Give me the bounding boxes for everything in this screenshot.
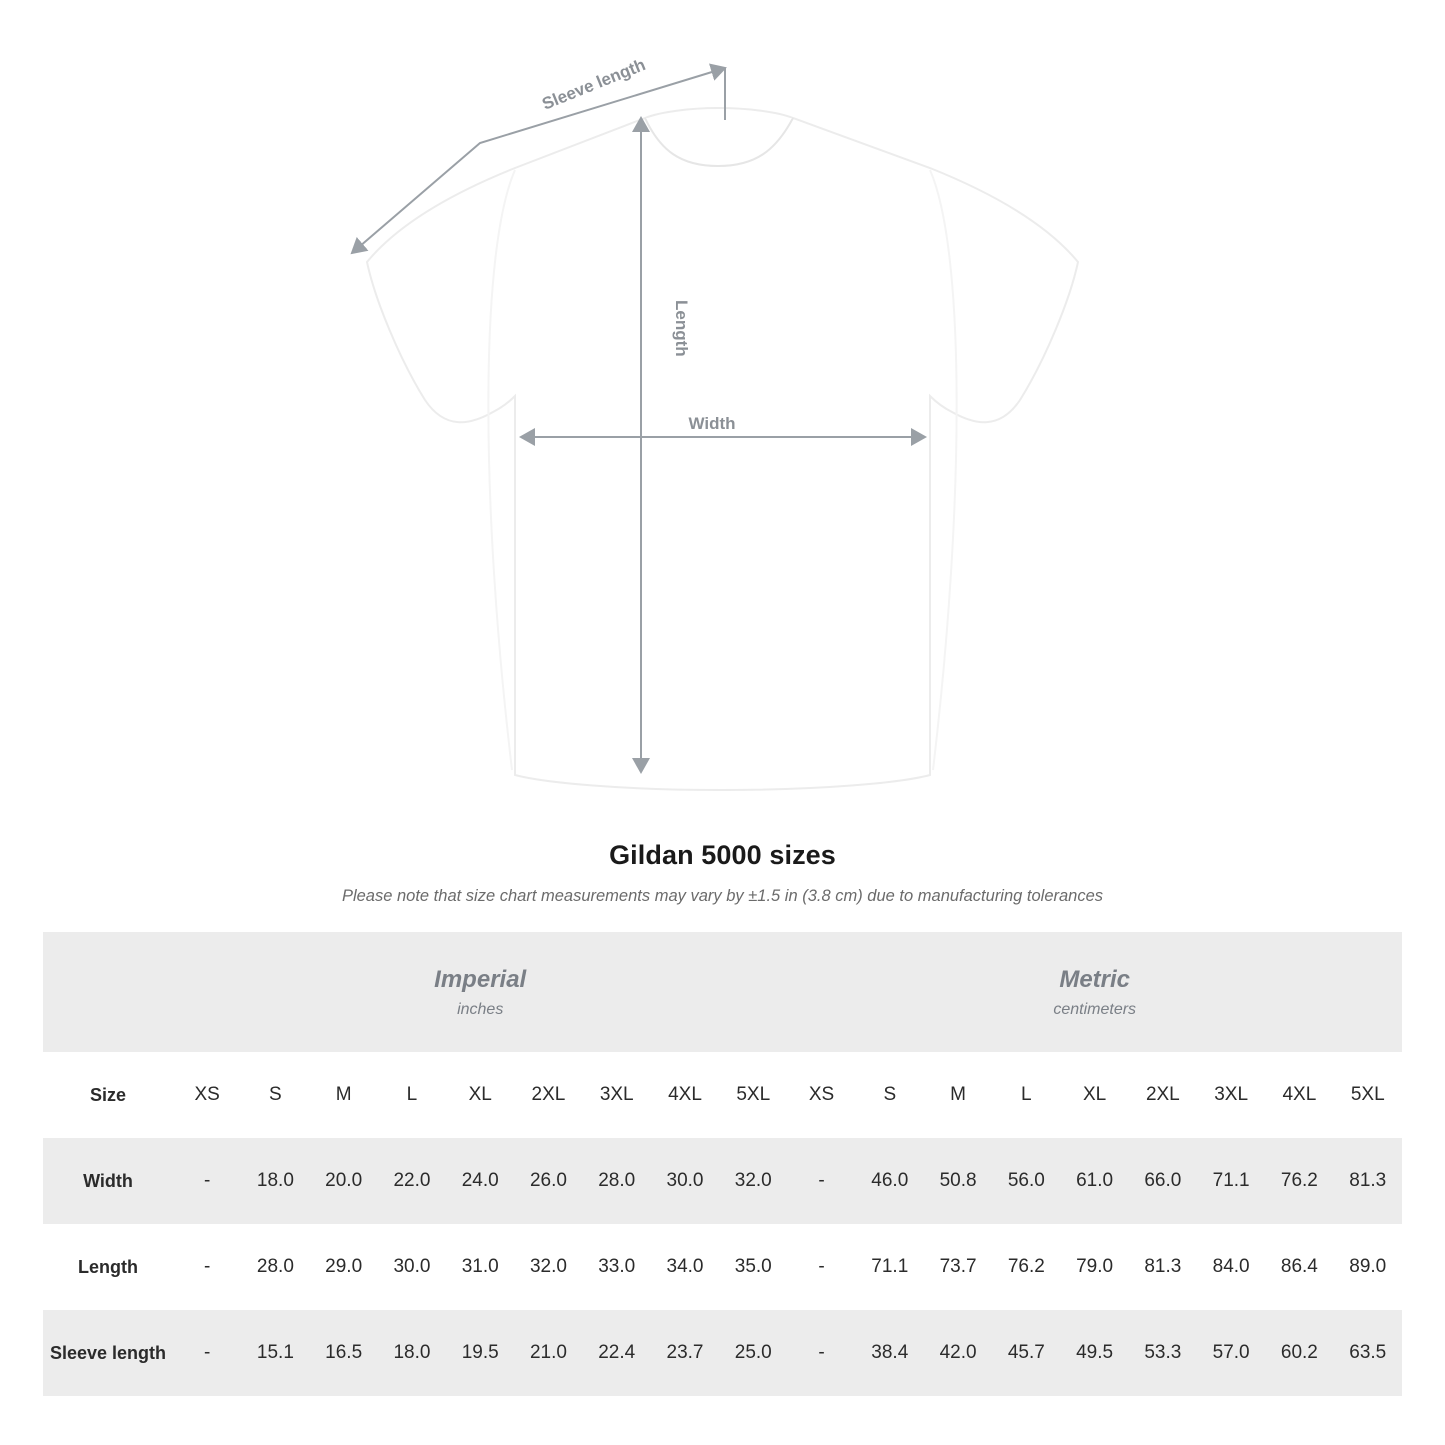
length-imperial-5xl: 35.0 — [719, 1224, 787, 1310]
size-imperial-l: L — [378, 1052, 446, 1138]
sleeve-metric-m: 42.0 — [924, 1310, 992, 1396]
width-label: Width — [688, 414, 736, 433]
row-label-width: Width — [43, 1138, 173, 1224]
length-imperial-l: 30.0 — [378, 1224, 446, 1310]
length-metric-xs: - — [787, 1224, 855, 1310]
size-metric-2xl: 2XL — [1129, 1052, 1197, 1138]
width-imperial-2xl: 26.0 — [514, 1138, 582, 1224]
length-metric-3xl: 84.0 — [1197, 1224, 1265, 1310]
sleeve-imperial-3xl: 22.4 — [583, 1310, 651, 1396]
size-metric-m: M — [924, 1052, 992, 1138]
size-imperial-xs: XS — [173, 1052, 241, 1138]
size-table-wrapper — [43, 932, 1402, 1396]
unit-name-metric: Metric — [1059, 966, 1131, 993]
row-label-length: Length — [43, 1224, 173, 1310]
size-metric-xl: XL — [1060, 1052, 1128, 1138]
width-metric-3xl: 71.1 — [1197, 1138, 1265, 1224]
sleeve-imperial-xl: 19.5 — [446, 1310, 514, 1396]
size-imperial-5xl: 5XL — [719, 1052, 787, 1138]
sleeve-imperial-5xl: 25.0 — [719, 1310, 787, 1396]
length-metric-l: 76.2 — [992, 1224, 1060, 1310]
unit-sub-metric: centimeters — [1053, 1001, 1137, 1018]
unit-name-imperial: Imperial — [434, 966, 527, 993]
length-label: Length — [672, 300, 691, 357]
table-row — [43, 1310, 1402, 1396]
unit-header-spacer — [43, 932, 173, 1052]
sleeve-imperial-4xl: 23.7 — [651, 1310, 719, 1396]
sleeve-metric-l: 45.7 — [992, 1310, 1060, 1396]
length-metric-4xl: 86.4 — [1265, 1224, 1333, 1310]
sleeve-imperial-m: 16.5 — [310, 1310, 378, 1396]
table-row — [43, 1138, 1402, 1224]
length-imperial-2xl: 32.0 — [514, 1224, 582, 1310]
sleeve-metric-5xl: 63.5 — [1334, 1310, 1402, 1396]
length-imperial-s: 28.0 — [241, 1224, 309, 1310]
size-imperial-4xl: 4XL — [651, 1052, 719, 1138]
width-metric-s: 46.0 — [856, 1138, 924, 1224]
length-metric-xl: 79.0 — [1060, 1224, 1128, 1310]
length-metric-5xl: 89.0 — [1334, 1224, 1402, 1310]
length-imperial-m: 29.0 — [310, 1224, 378, 1310]
width-imperial-4xl: 30.0 — [651, 1138, 719, 1224]
size-imperial-s: S — [241, 1052, 309, 1138]
width-metric-l: 56.0 — [992, 1138, 1060, 1224]
size-table — [43, 932, 1402, 1396]
sleeve-imperial-xs: - — [173, 1310, 241, 1396]
size-imperial-2xl: 2XL — [514, 1052, 582, 1138]
width-metric-4xl: 76.2 — [1265, 1138, 1333, 1224]
sleeve-imperial-2xl: 21.0 — [514, 1310, 582, 1396]
unit-header-imperial — [173, 932, 787, 1052]
length-metric-m: 73.7 — [924, 1224, 992, 1310]
sleeve-imperial-s: 15.1 — [241, 1310, 309, 1396]
width-imperial-5xl: 32.0 — [719, 1138, 787, 1224]
size-imperial-m: M — [310, 1052, 378, 1138]
size-metric-s: S — [856, 1052, 924, 1138]
size-metric-xs: XS — [787, 1052, 855, 1138]
length-metric-s: 71.1 — [856, 1224, 924, 1310]
size-imperial-3xl: 3XL — [583, 1052, 651, 1138]
sleeve-metric-xl: 49.5 — [1060, 1310, 1128, 1396]
sleeve-metric-3xl: 57.0 — [1197, 1310, 1265, 1396]
sleeve-imperial-l: 18.0 — [378, 1310, 446, 1396]
row-label-sleeve-length: Sleeve length — [43, 1310, 173, 1396]
size-metric-5xl: 5XL — [1334, 1052, 1402, 1138]
tshirt-shape — [367, 108, 1078, 790]
width-imperial-l: 22.0 — [378, 1138, 446, 1224]
tolerance-note: Please note that size chart measurements may vary by ±1.5 in (3.8 cm) due to manufacturing tolerances — [341, 887, 1104, 905]
width-imperial-3xl: 28.0 — [583, 1138, 651, 1224]
length-imperial-xs: - — [173, 1224, 241, 1310]
length-imperial-xl: 31.0 — [446, 1224, 514, 1310]
table-row — [43, 1224, 1402, 1310]
width-metric-m: 50.8 — [924, 1138, 992, 1224]
unit-sub-imperial: inches — [457, 1001, 504, 1018]
sleeve-metric-xs: - — [787, 1310, 855, 1396]
chart-title: Gildan 5000 sizes — [609, 840, 836, 870]
length-imperial-4xl: 34.0 — [651, 1224, 719, 1310]
size-metric-3xl: 3XL — [1197, 1052, 1265, 1138]
title-block — [0, 840, 1445, 906]
width-metric-xl: 61.0 — [1060, 1138, 1128, 1224]
length-imperial-3xl: 33.0 — [583, 1224, 651, 1310]
size-row-label: Size — [43, 1052, 173, 1138]
unit-header-metric — [787, 932, 1402, 1052]
sleeve-length-label: Sleeve length — [539, 55, 649, 114]
width-imperial-m: 20.0 — [310, 1138, 378, 1224]
width-metric-2xl: 66.0 — [1129, 1138, 1197, 1224]
size-imperial-xl: XL — [446, 1052, 514, 1138]
sleeve-metric-s: 38.4 — [856, 1310, 924, 1396]
width-metric-5xl: 81.3 — [1334, 1138, 1402, 1224]
width-metric-xs: - — [787, 1138, 855, 1224]
width-imperial-xl: 24.0 — [446, 1138, 514, 1224]
size-metric-4xl: 4XL — [1265, 1052, 1333, 1138]
width-imperial-s: 18.0 — [241, 1138, 309, 1224]
sizes-row — [43, 1052, 1402, 1138]
unit-header-row — [43, 932, 1402, 1052]
sleeve-metric-4xl: 60.2 — [1265, 1310, 1333, 1396]
length-metric-2xl: 81.3 — [1129, 1224, 1197, 1310]
size-metric-l: L — [992, 1052, 1060, 1138]
sleeve-metric-2xl: 53.3 — [1129, 1310, 1197, 1396]
width-imperial-xs: - — [173, 1138, 241, 1224]
